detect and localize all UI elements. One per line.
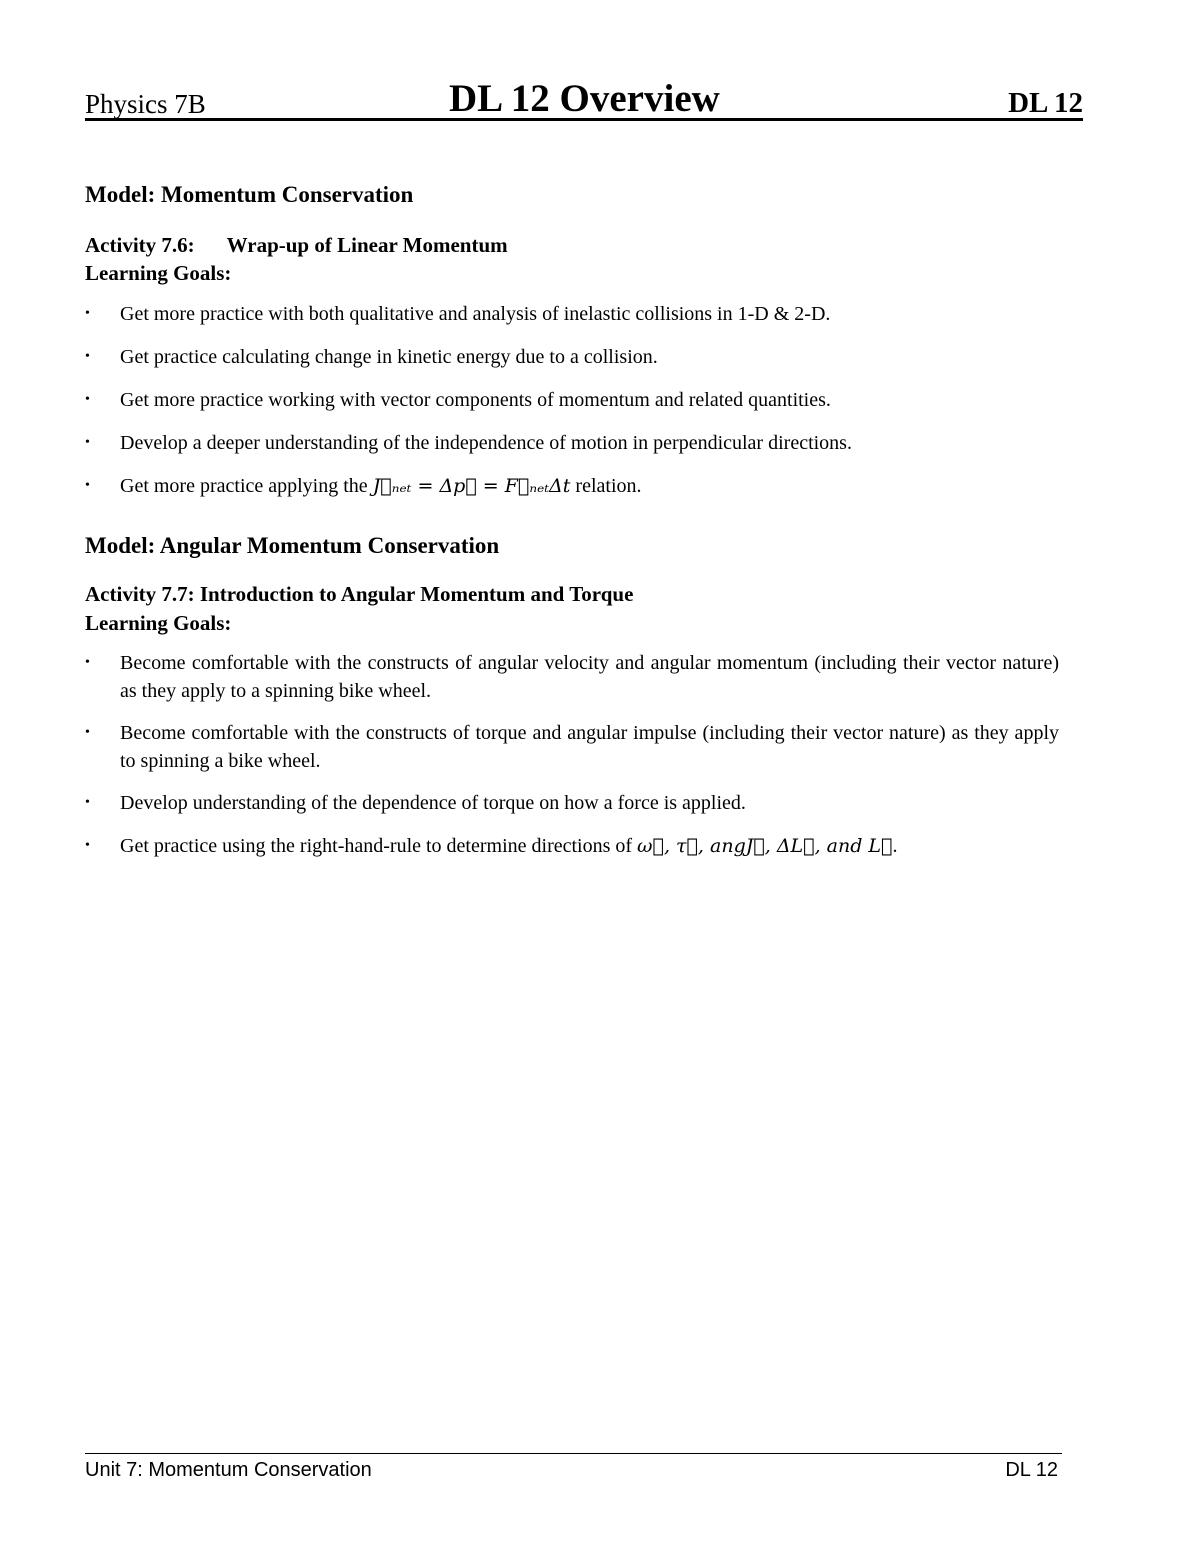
activity-title: Wrap-up of Linear Momentum [226, 233, 508, 257]
activity-number: Activity 7.6: [85, 233, 195, 257]
activity-heading-7-7: Activity 7.7: Introduction to Angular Momentum and Torque [85, 582, 634, 606]
learning-goals-label: Learning Goals: [85, 611, 232, 635]
bullet-icon: • [85, 478, 90, 493]
page-header [85, 74, 1083, 121]
bullet-icon: • [85, 725, 90, 740]
list-item: • Get practice calculating change in kinetic energy due to a collision. [85, 343, 1059, 371]
activity-heading-7-6 [85, 235, 508, 256]
bullet-icon: • [85, 392, 90, 407]
page-title: DL 12 Overview [449, 77, 720, 120]
model-heading-momentum: Model: Momentum Conservation [85, 182, 414, 207]
list-item: • Become comfortable with the constructs of torque and angular impulse (including their vector nature) as they apply to spinning a bike wheel. [85, 719, 1059, 775]
model-heading-angular: Model: Angular Momentum Conservation [85, 533, 500, 558]
list-item: • Develop a deeper understanding of the independence of motion in perpendicular directions. [85, 429, 1059, 457]
bullet-icon: • [85, 795, 90, 810]
impulse-momentum-equation: J⃗ₙₑₜ = Δp⃗ = F⃗ₙₑₜΔt [372, 475, 571, 497]
bullet-icon: • [85, 655, 90, 670]
list-item: • Get more practice applying the J⃗ₙₑₜ = Δp⃗ = F⃗ₙₑₜΔt relation. [85, 472, 1059, 500]
footer-unit-title: Unit 7: Momentum Conservation [85, 1459, 372, 1481]
bullet-icon: • [85, 435, 90, 450]
list-item: • Get more practice working with vector components of momentum and related quantities. [85, 386, 1059, 414]
list-item: • Become comfortable with the constructs of angular velocity and angular momentum (including their vector nature) as they apply to a spinning bike wheel. [85, 649, 1059, 705]
list-item: • Get more practice with both qualitative and analysis of inelastic collisions in 1-D & 2-D. [85, 300, 1059, 328]
footer-code: DL 12 [1005, 1459, 1058, 1481]
learning-goals-label: Learning Goals: [85, 261, 232, 285]
course-name: Physics 7B [85, 89, 206, 119]
bullet-icon: • [85, 838, 90, 853]
bullet-icon: • [85, 306, 90, 321]
list-item: • Get practice using the right-hand-rule to determine directions of ω⃗, τ⃗, angJ⃗, ΔL⃗, and L⃗. [85, 832, 1059, 860]
learning-goals-list-2 [85, 649, 1059, 860]
list-item: • Develop understanding of the dependence of torque on how a force is applied. [85, 789, 1059, 817]
page-footer [85, 1453, 1062, 1482]
document-code: DL 12 [1008, 87, 1083, 119]
bullet-icon: • [85, 349, 90, 364]
learning-goals-list-1 [85, 300, 1059, 500]
angular-vectors-expression: ω⃗, τ⃗, angJ⃗, ΔL⃗, and L⃗ [637, 835, 893, 857]
